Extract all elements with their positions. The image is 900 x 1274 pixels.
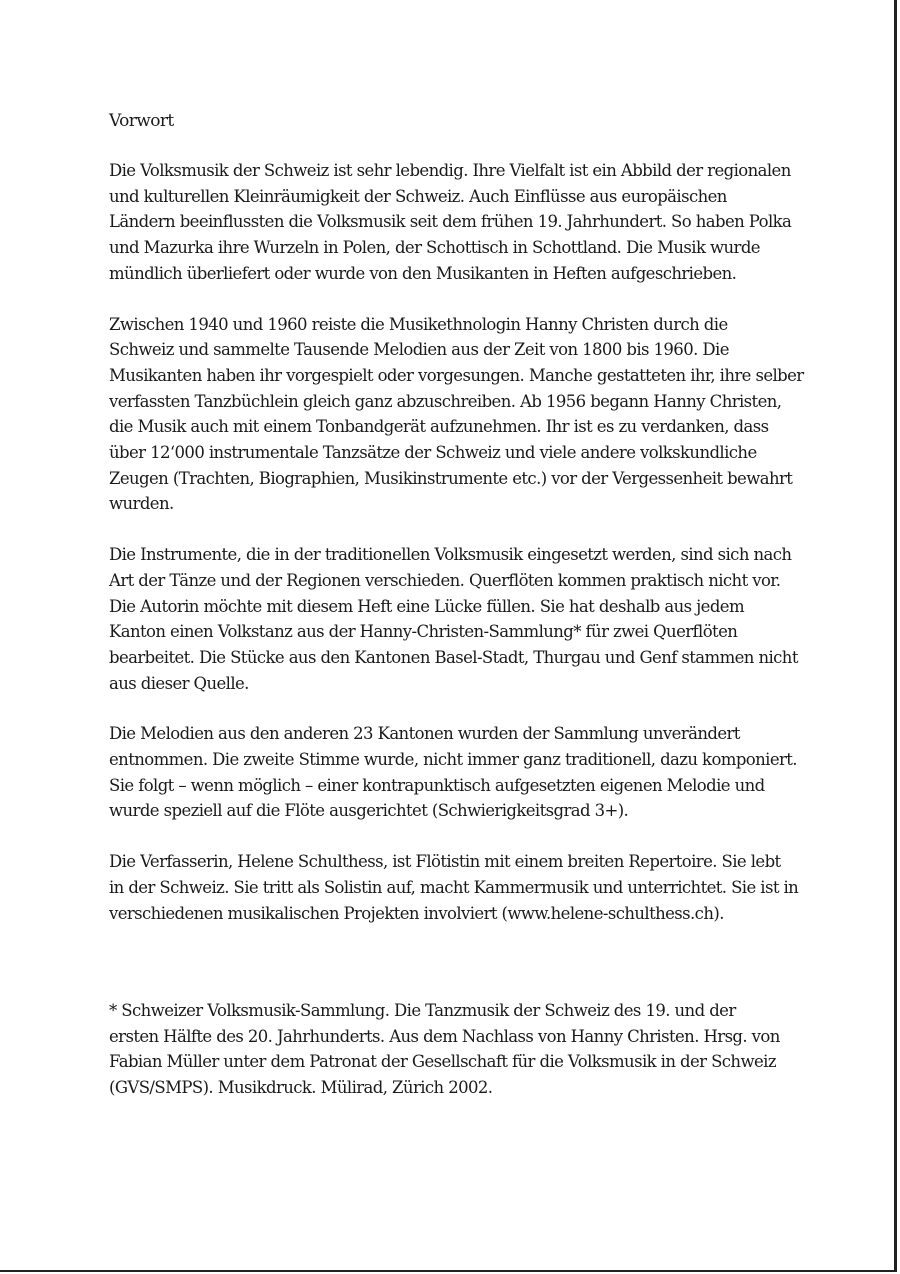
text-line: Sie folgt – wenn möglich – einer kontrapunktisch aufgesetzten eigenen Melodie und xyxy=(109,775,765,795)
text-line: Zwischen 1940 und 1960 reiste die Musikethnologin Hanny Christen durch die xyxy=(109,314,728,334)
text-line: mündlich überliefert oder wurde von den Musikanten in Heften aufgeschrieben. xyxy=(109,263,737,283)
text-line: die Musik auch mit einem Tonbandgerät aufzunehmen. Ihr ist es zu verdanken, dass xyxy=(109,417,769,437)
text-line: wurde speziell auf die Flöte ausgerichtet (Schwierigkeitsgrad 3+). xyxy=(109,801,629,821)
text-line: Musikanten haben ihr vorgespielt oder vorgesungen. Manche gestatteten ihr, ihre selber xyxy=(109,365,804,385)
paragraph-4 xyxy=(109,721,809,824)
text-line: in der Schweiz. Sie tritt als Solistin auf, macht Kammermusik und unterrichtet. Sie ist in xyxy=(109,877,799,897)
paragraph-1 xyxy=(109,158,809,287)
text-line: Die Melodien aus den anderen 23 Kantonen wurden der Sammlung unverändert xyxy=(109,724,740,744)
paragraph-3 xyxy=(109,542,809,696)
text-line: bearbeitet. Die Stücke aus den Kantonen Basel-Stadt, Thurgau und Genf stammen nicht xyxy=(109,647,798,667)
text-line: über 12‘000 instrumentale Tanzsätze der Schweiz und viele andere volkskundliche xyxy=(109,443,757,463)
text-line: und kulturellen Kleinräumigkeit der Schweiz. Auch Einflüsse aus europäischen xyxy=(109,186,727,206)
text-line: entnommen. Die zweite Stimme wurde, nicht immer ganz traditionell, dazu komponiert. xyxy=(109,750,797,770)
text-line: wurden. xyxy=(109,494,174,514)
document-body xyxy=(109,108,809,951)
text-line: Zeugen (Trachten, Biographien, Musikinstrumente etc.) vor der Vergessenheit bewahrt xyxy=(109,468,793,488)
footnote-line: ersten Hälfte des 20. Jahrhunderts. Aus dem Nachlass von Hanny Christen. Hrsg. von xyxy=(109,1026,780,1046)
footnote-line: * Schweizer Volksmusik-Sammlung. Die Tanzmusik der Schweiz des 19. und der xyxy=(109,1001,736,1020)
text-line: Ländern beeinflussten die Volksmusik seit dem frühen 19. Jahrhundert. So haben Polka xyxy=(109,212,792,232)
text-line: Die Verfasserin, Helene Schulthess, ist Flötistin mit einem breiten Repertoire. Sie lebt xyxy=(109,852,781,872)
text-line: Schweiz und sammelte Tausende Melodien aus der Zeit von 1800 bis 1960. Die xyxy=(109,340,729,360)
text-line: verfassten Tanzbüchlein gleich ganz abzuschreiben. Ab 1956 begann Hanny Christen, xyxy=(109,391,782,411)
text-line: Die Volksmusik der Schweiz ist sehr lebendig. Ihre Vielfalt ist ein Abbild der regionalen xyxy=(109,161,791,180)
paragraph-2 xyxy=(109,312,809,518)
text-line: verschiedenen musikalischen Projekten involviert (www.helene-schulthess.ch). xyxy=(109,903,724,923)
footnote-line: Fabian Müller unter dem Patronat der Gesellschaft für die Volksmusik in der Schweiz xyxy=(109,1052,776,1072)
footnote-line: (GVS/SMPS). Musikdruck. Mülirad, Zürich 2002. xyxy=(109,1078,493,1098)
page-title: Vorwort xyxy=(109,111,174,131)
text-line: Kanton einen Volkstanz aus der Hanny-Christen-Sammlung* für zwei Querflöten xyxy=(109,622,738,642)
paragraph-5 xyxy=(109,849,809,926)
text-line: Die Instrumente, die in der traditionellen Volksmusik eingesetzt werden, sind sich nach xyxy=(109,545,792,565)
text-line: Art der Tänze und der Regionen verschieden. Querflöten kommen praktisch nicht vor. xyxy=(109,570,781,590)
text-line: aus dieser Quelle. xyxy=(109,673,249,693)
footnote xyxy=(109,998,809,1101)
text-line: und Mazurka ihre Wurzeln in Polen, der Schottisch in Schottland. Die Musik wurde xyxy=(109,238,760,258)
text-line: Die Autorin möchte mit diesem Heft eine Lücke füllen. Sie hat deshalb aus jedem xyxy=(109,596,744,616)
